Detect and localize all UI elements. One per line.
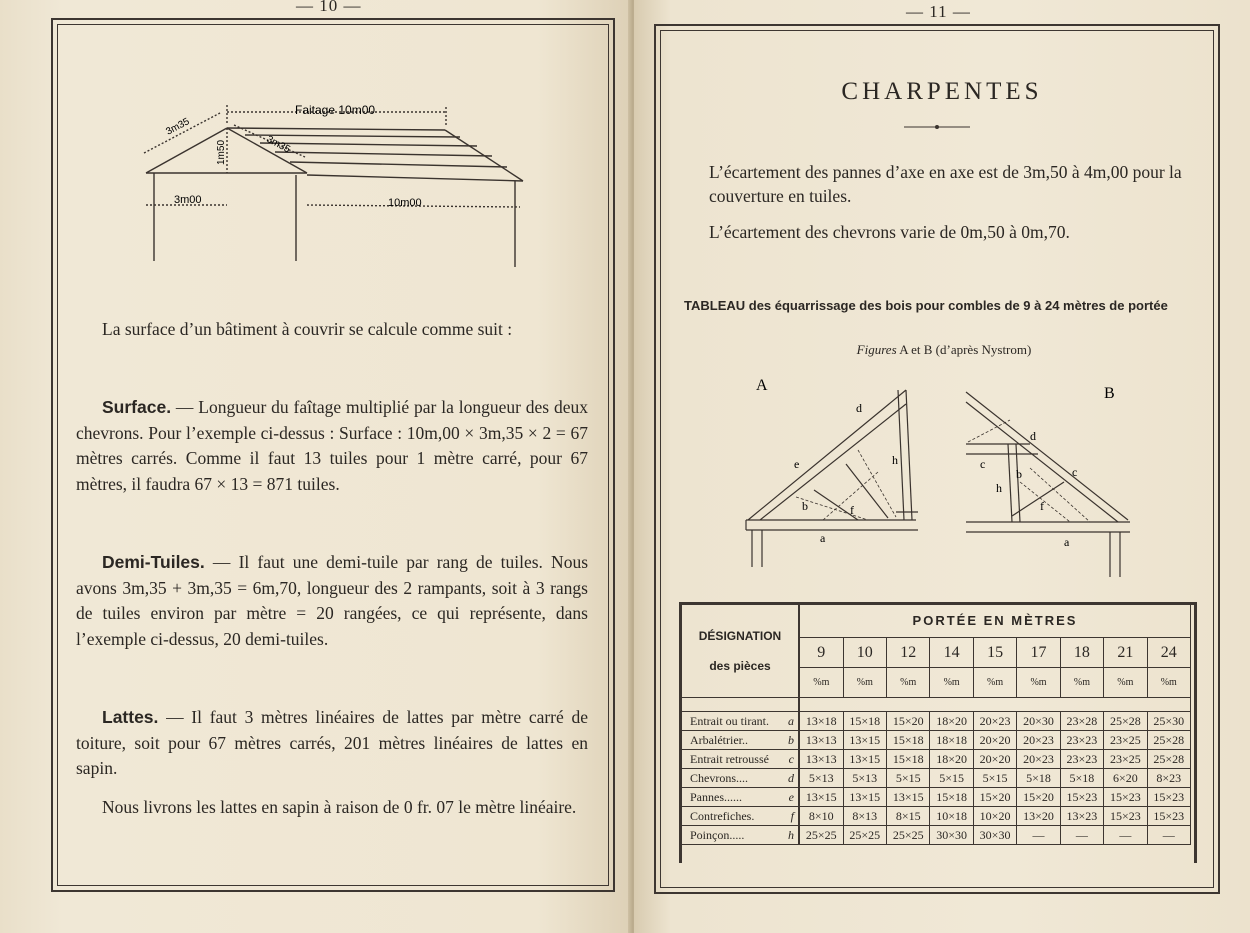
dimension-cell: 13×23: [1060, 807, 1103, 826]
figures-caption: [684, 342, 1204, 358]
charpentes-paragraph-1: L’écartement des pannes d’axe en axe est de 3m,50 à 4m,00 pour la couverture en tuiles.: [709, 162, 1182, 206]
dimension-cell: 15×18: [843, 712, 886, 731]
charpentes-paragraph-2: L’écartement des chevrons varie de 0m,50 à 0m,70.: [709, 222, 1070, 242]
dimension-cell: 15×20: [887, 712, 930, 731]
dimension-cell: 15×20: [973, 788, 1016, 807]
table-title: TABLEAU des équarrissage des bois pour combles de 9 à 24 mètres de portée: [684, 298, 1168, 313]
dimension-cell: 20×20: [973, 731, 1016, 750]
figure-b-letter-f: f: [1040, 499, 1044, 513]
piece-letter: b: [788, 732, 794, 747]
unit-cell: %m: [1104, 668, 1147, 698]
unit-cell: %m: [799, 668, 843, 698]
dimension-cell: 18×20: [930, 750, 973, 769]
figures-caption-rest: A et B (d’après Nystrom): [899, 342, 1032, 357]
figure-b-label: B: [1104, 385, 1115, 402]
unit-cell: %m: [1060, 668, 1103, 698]
dimension-cell: 5×15: [887, 769, 930, 788]
faitage-label: Faitage 10m00: [295, 103, 376, 117]
dimension-cell: 23×25: [1104, 731, 1147, 750]
figure-a-letter-e: e: [794, 457, 800, 471]
span-header: 14: [930, 638, 973, 668]
page-number: — 11 —: [906, 2, 971, 21]
dimension-cell: 25×28: [1104, 712, 1147, 731]
piece-name-cell: [682, 731, 800, 750]
dimension-cell: 20×23: [973, 712, 1016, 731]
span-header: 21: [1104, 638, 1147, 668]
dimension-cell: 15×23: [1060, 788, 1103, 807]
dimension-cell: 8×15: [887, 807, 930, 826]
title-ornament: [904, 122, 970, 132]
piece-letter: f: [790, 808, 794, 823]
piece-letter: h: [788, 827, 794, 842]
dimension-cell: 18×20: [930, 712, 973, 731]
dimension-cell: 15×23: [1147, 788, 1190, 807]
roof-diagram: [140, 95, 540, 270]
unit-cell: %m: [973, 668, 1016, 698]
table-row: [682, 788, 1191, 807]
piece-name: Pannes......: [690, 789, 742, 804]
span-header: 9: [799, 638, 843, 668]
piece-name: Chevrons....: [690, 770, 748, 785]
rampant-right-label: 3m35: [264, 133, 292, 156]
piece-letter: d: [788, 770, 794, 785]
unit-cell: %m: [887, 668, 930, 698]
dimension-cell: 20×20: [973, 750, 1016, 769]
dimension-cell: 25×28: [1147, 750, 1190, 769]
table-row: [682, 750, 1191, 769]
dimension-cell: 5×15: [930, 769, 973, 788]
figure-b-letter-b: b: [1016, 467, 1022, 481]
dimension-cell: 13×15: [843, 750, 886, 769]
piece-name: Entrait ou tirant.: [690, 713, 769, 728]
figure-b-letter-c1: c: [980, 457, 986, 471]
dimension-cell: 13×15: [887, 788, 930, 807]
demi-tuiles-heading: Demi-Tuiles.: [102, 552, 205, 572]
dimension-cell: 30×30: [930, 826, 973, 845]
piece-name-cell: [682, 807, 800, 826]
dimension-cell: 13×13: [799, 731, 843, 750]
dimension-cell: 25×25: [887, 826, 930, 845]
unit-cell: %m: [1147, 668, 1190, 698]
piece-letter: c: [788, 751, 794, 766]
piece-name-cell: [682, 712, 800, 731]
figure-a-letter-f: f: [850, 503, 854, 517]
figure-a-letter-d: d: [856, 401, 862, 415]
dimension-cell: 5×18: [1017, 769, 1060, 788]
dimension-cell: 23×28: [1060, 712, 1103, 731]
dimension-cell: 13×13: [799, 750, 843, 769]
lattes-heading: Lattes.: [102, 707, 159, 727]
dimension-cell: 10×18: [930, 807, 973, 826]
surface-heading: Surface.: [102, 397, 172, 417]
span-header: 10: [843, 638, 886, 668]
piece-letter: e: [788, 789, 794, 804]
dimension-cell: 23×25: [1104, 750, 1147, 769]
dimension-cell: 20×30: [1017, 712, 1060, 731]
dimension-cell: 5×18: [1060, 769, 1103, 788]
piece-name-cell: [682, 826, 800, 845]
portee-header: PORTÉE EN MÈTRES: [799, 604, 1191, 638]
dimension-cell: 23×23: [1060, 731, 1103, 750]
dimension-cell: 18×18: [930, 731, 973, 750]
dimension-cell: 8×13: [843, 807, 886, 826]
dimension-cell: —: [1104, 826, 1147, 845]
dimension-cell: 5×13: [799, 769, 843, 788]
unit-cell: %m: [930, 668, 973, 698]
truss-figure-a: [738, 372, 938, 572]
dimension-cell: 5×13: [843, 769, 886, 788]
dimension-cell: —: [1017, 826, 1060, 845]
dimension-cell: 6×20: [1104, 769, 1147, 788]
dimension-cell: 5×15: [973, 769, 1016, 788]
dimension-cell: 15×18: [887, 750, 930, 769]
figure-b-letter-c2: c: [1072, 465, 1078, 479]
rampant-left-label: 3m35: [164, 116, 192, 138]
dimension-cell: 15×23: [1104, 788, 1147, 807]
dimension-cell: 8×23: [1147, 769, 1190, 788]
piece-name-cell: [682, 769, 800, 788]
table-spacer-row: [682, 698, 1191, 712]
unit-cell: %m: [1017, 668, 1060, 698]
piece-name: Entrait retroussé: [690, 751, 769, 766]
dimension-cell: 15×23: [1104, 807, 1147, 826]
dimension-cell: 25×30: [1147, 712, 1190, 731]
dimension-cell: 13×20: [1017, 807, 1060, 826]
dimension-cell: 13×15: [843, 788, 886, 807]
table-row: [682, 731, 1191, 750]
table-row: [682, 769, 1191, 788]
piece-name-cell: [682, 750, 800, 769]
figure-b-letter-a: a: [1064, 535, 1070, 549]
figure-a-letter-b: b: [802, 499, 808, 513]
dimension-cell: 15×18: [930, 788, 973, 807]
span-header: 17: [1017, 638, 1060, 668]
unit-cell: %m: [843, 668, 886, 698]
dimension-cell: 25×25: [799, 826, 843, 845]
dimension-cell: 10×20: [973, 807, 1016, 826]
lattes-text: — Il faut 3 mètres linéaires de lattes par mètre carré de toiture, soit pour 67 mètres carrés, 201 mètres linéaires de lattes en sapin.: [76, 707, 588, 778]
dimension-cell: 13×15: [843, 731, 886, 750]
dimension-cell: —: [1060, 826, 1103, 845]
page-number: — 10 —: [296, 0, 362, 15]
piece-name-cell: [682, 788, 800, 807]
dimension-cell: 15×18: [887, 731, 930, 750]
dimension-cell: 13×15: [799, 788, 843, 807]
table-row: [682, 826, 1191, 845]
dimension-cell: 15×20: [1017, 788, 1060, 807]
demi-tuiles-paragraph: [76, 550, 588, 652]
figure-a-letter-a: a: [820, 531, 826, 545]
figure-b-letter-h: h: [996, 481, 1002, 495]
piece-name: Arbalétrier..: [690, 732, 748, 747]
piece-name: Poinçon.....: [690, 827, 745, 842]
dimension-cell: 8×10: [799, 807, 843, 826]
span-header: 15: [973, 638, 1016, 668]
wood-dimensions-table: [681, 603, 1191, 845]
intro-paragraph: La surface d’un bâtiment à couvrir se calcule comme suit :: [102, 319, 513, 339]
hauteur-label: 1m50: [216, 139, 227, 165]
dimension-cell: 30×30: [973, 826, 1016, 845]
figures-caption-italic: Figures: [856, 342, 897, 357]
lattes-paragraph: [76, 705, 588, 782]
dimension-cell: 20×23: [1017, 750, 1060, 769]
dimension-cell: 25×25: [843, 826, 886, 845]
designation-header-line2: des pièces: [709, 658, 771, 673]
span-header: 18: [1060, 638, 1103, 668]
table-row: [682, 807, 1191, 826]
figure-a-label: A: [756, 377, 768, 394]
figure-b-letter-d: d: [1030, 429, 1036, 443]
longueur-label: 10m00: [388, 197, 422, 209]
page-title: CHARPENTES: [841, 78, 1043, 105]
table-row: [682, 712, 1191, 731]
demi-largeur-label: 3m00: [174, 194, 202, 206]
dimension-cell: 15×23: [1147, 807, 1190, 826]
livrons-paragraph: Nous livrons les lattes en sapin à raison de 0 fr. 07 le mètre linéaire.: [102, 797, 577, 817]
dimension-cell: —: [1147, 826, 1190, 845]
designation-header: [682, 604, 800, 698]
surface-text: — Longueur du faîtage multiplié par la longueur des deux chevrons. Pour l’exemple ci-dessus : Surface : 10m,00 × 3m,35 × 2 = 67 mètres carrés. Comme il faut 13 tuiles pour 1 mètre carré, pour 67 mètres, il faudra 67 × 13 = 871 tuiles.: [76, 397, 588, 494]
dimension-cell: 13×18: [799, 712, 843, 731]
span-header: 24: [1147, 638, 1190, 668]
span-header: 12: [887, 638, 930, 668]
dimension-cell: 20×23: [1017, 731, 1060, 750]
figure-a-letter-h: h: [892, 453, 898, 467]
piece-name: Contrefiches.: [690, 808, 755, 823]
dimension-cell: 25×28: [1147, 731, 1190, 750]
truss-figure-b: [960, 372, 1140, 582]
surface-paragraph: [76, 395, 588, 497]
demi-tuiles-text: — Il faut une demi-tuile par rang de tuiles. Nous avons 3m,35 + 3m,35 = 6m,70, longueur des 2 rampants, soit à 3 rangs de tuiles environ par mètre = 20 rangées, ce qui représente, dans l’exemple ci-dessus, 20 demi-tuiles.: [76, 552, 589, 649]
dimension-cell: 23×23: [1060, 750, 1103, 769]
designation-header-line1: DÉSIGNATION: [698, 628, 782, 643]
piece-letter: a: [788, 713, 794, 728]
